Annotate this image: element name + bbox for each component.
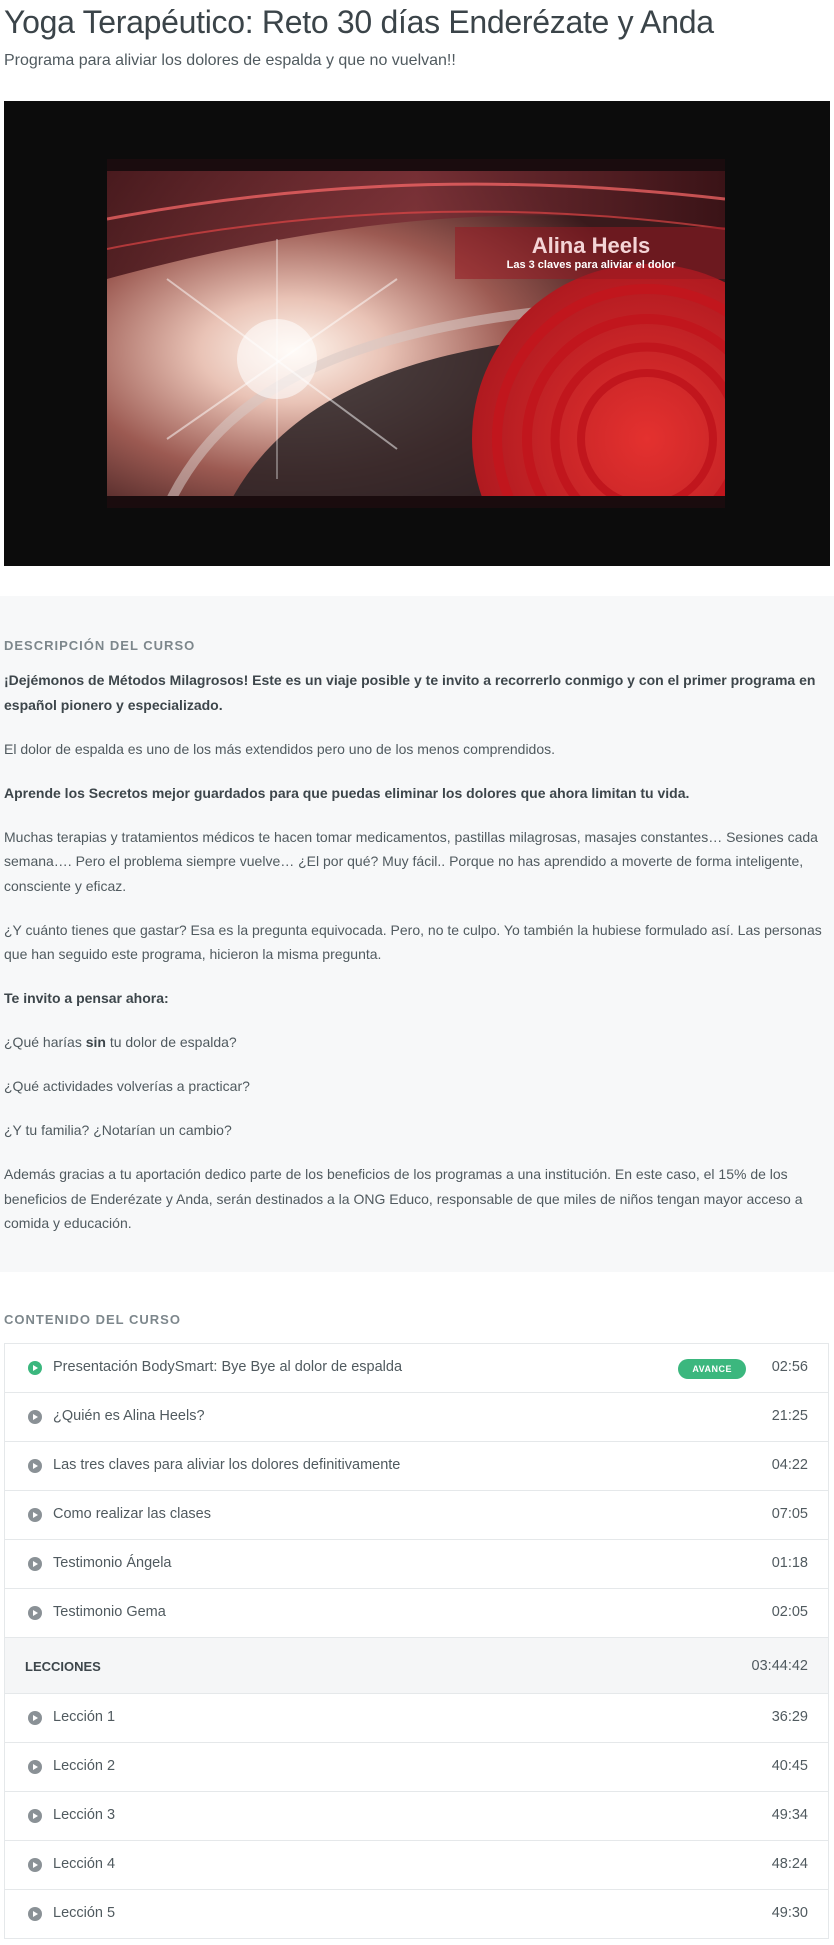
lecture-row[interactable] — [5, 1841, 828, 1890]
play-icon — [28, 1410, 42, 1424]
video-caption-tagline: Las 3 claves para aliviar el dolor — [506, 259, 676, 271]
section-group-header[interactable] — [5, 1638, 828, 1694]
curriculum-list — [4, 1343, 829, 1939]
curriculum-heading: CONTENIDO DEL CURSO — [4, 1312, 181, 1327]
video-caption-name: Alina Heels — [531, 233, 651, 258]
lecture-duration: 21:25 — [771, 1408, 808, 1424]
description-body — [4, 668, 826, 1255]
lecture-duration: 40:45 — [771, 1758, 808, 1774]
lecture-duration: 02:56 — [771, 1359, 808, 1375]
lecture-duration: 48:24 — [771, 1856, 808, 1872]
lecture-row[interactable] — [5, 1491, 828, 1540]
lecture-duration: 04:22 — [771, 1457, 808, 1473]
lecture-row[interactable] — [5, 1743, 828, 1792]
lecture-duration: 07:05 — [771, 1506, 808, 1522]
video-caption — [455, 227, 725, 279]
description-text: ¿Qué harías — [4, 1034, 86, 1050]
course-subtitle: Programa para aliviar los dolores de espalda y que no vuelvan!! — [4, 52, 456, 69]
video-thumbnail-art — [107, 159, 725, 508]
lecture-title: Testimonio Gema — [53, 1604, 166, 1620]
lecture-title: Lección 3 — [53, 1807, 116, 1823]
lecture-row[interactable] — [5, 1344, 828, 1393]
description-text: tu dolor de espalda? — [105, 1034, 237, 1050]
description-heading: DESCRIPCIÓN DEL CURSO — [4, 638, 196, 653]
description-paragraph: ¿Y cuánto tienes que gastar? Esa es la pregunta equivocada. Pero, no te culpo. Yo también la hubiese formulado así. Las personas que han seguido este programa, hicieron la misma pregunta. — [4, 921, 822, 962]
lecture-row[interactable] — [5, 1792, 828, 1841]
lecture-duration: 49:30 — [771, 1905, 808, 1921]
video-player[interactable] — [4, 101, 830, 566]
lecture-row[interactable] — [5, 1540, 828, 1589]
description-paragraph: ¿Y tu familia? ¿Notarían un cambio? — [4, 1122, 232, 1138]
description-paragraph: Aprende los Secretos mejor guardados para que puedas eliminar los dolores que ahora limitan tu vida. — [4, 784, 690, 801]
lecture-title: Lección 2 — [53, 1758, 116, 1774]
description-paragraph: Muchas terapias y tratamientos médicos te hacen tomar medicamentos, pastillas milagrosas, masajes constantes… Sesiones cada semana…. Pero el problema siempre vuelve… ¿El por qué? Muy fácil.. Porque no has aprendido a moverte de forma inteligente, consciente y eficaz. — [4, 828, 818, 894]
lecture-row[interactable] — [5, 1442, 828, 1491]
lecture-title: Como realizar las clases — [53, 1506, 211, 1522]
description-paragraph: El dolor de espalda es uno de los más extendidos pero uno de los menos comprendidos. — [4, 740, 556, 757]
lecture-title: Las tres claves para aliviar los dolores definitivamente — [53, 1457, 401, 1473]
description-emphasis: sin — [85, 1034, 106, 1050]
lecture-title: Lección 1 — [53, 1709, 116, 1725]
preview-badge[interactable]: AVANCE — [678, 1359, 746, 1379]
lecture-row[interactable] — [5, 1890, 828, 1939]
lecture-row[interactable] — [5, 1694, 828, 1743]
description-paragraph — [4, 1030, 826, 1055]
play-icon — [28, 1858, 42, 1872]
video-thumbnail[interactable] — [107, 159, 725, 508]
description-paragraph: Además gracias a tu aportación dedico parte de los beneficios de los programas a una institución. En este caso, el 15% de los beneficios de Enderézate y Anda, serán destinados a la ONG Educo, responsable de que miles de niños tengan mayor acceso a comida y educación. — [4, 1166, 803, 1231]
lecture-duration: 02:05 — [771, 1604, 808, 1620]
description-paragraph: ¡Dejémonos de Métodos Milagrosos! Este es un viaje posible y te invito a recorrerlo conmigo y con el primer programa en español pionero y especializado. — [4, 672, 816, 713]
lecture-title: ¿Quién es Alina Heels? — [53, 1408, 205, 1424]
lecture-title: Lección 5 — [53, 1905, 116, 1921]
section-group-title: LECCIONES — [25, 1659, 101, 1674]
play-icon — [28, 1606, 42, 1620]
description-paragraph: Te invito a pensar ahora: — [4, 990, 169, 1006]
play-icon — [28, 1361, 42, 1375]
lecture-title: Testimonio Ángela — [53, 1555, 172, 1571]
play-icon — [28, 1809, 42, 1823]
lecture-row[interactable] — [5, 1589, 828, 1638]
lecture-row[interactable] — [5, 1393, 828, 1442]
play-icon — [28, 1557, 42, 1571]
play-icon — [28, 1459, 42, 1473]
play-icon — [28, 1760, 42, 1774]
lecture-duration: 01:18 — [771, 1555, 808, 1571]
lecture-duration: 36:29 — [771, 1709, 808, 1725]
section-group-duration: 03:44:42 — [751, 1658, 808, 1674]
course-title: Yoga Terapéutico: Reto 30 días Enderézate y Anda — [4, 4, 714, 40]
course-description-section — [0, 596, 834, 1272]
play-icon — [28, 1711, 42, 1725]
lecture-title: Lección 4 — [53, 1856, 116, 1872]
lecture-duration: 49:34 — [771, 1807, 808, 1823]
play-icon — [28, 1907, 42, 1921]
lecture-title: Presentación BodySmart: Bye Bye al dolor de espalda — [53, 1359, 403, 1375]
play-icon — [28, 1508, 42, 1522]
description-paragraph: ¿Qué actividades volverías a practicar? — [4, 1078, 250, 1094]
